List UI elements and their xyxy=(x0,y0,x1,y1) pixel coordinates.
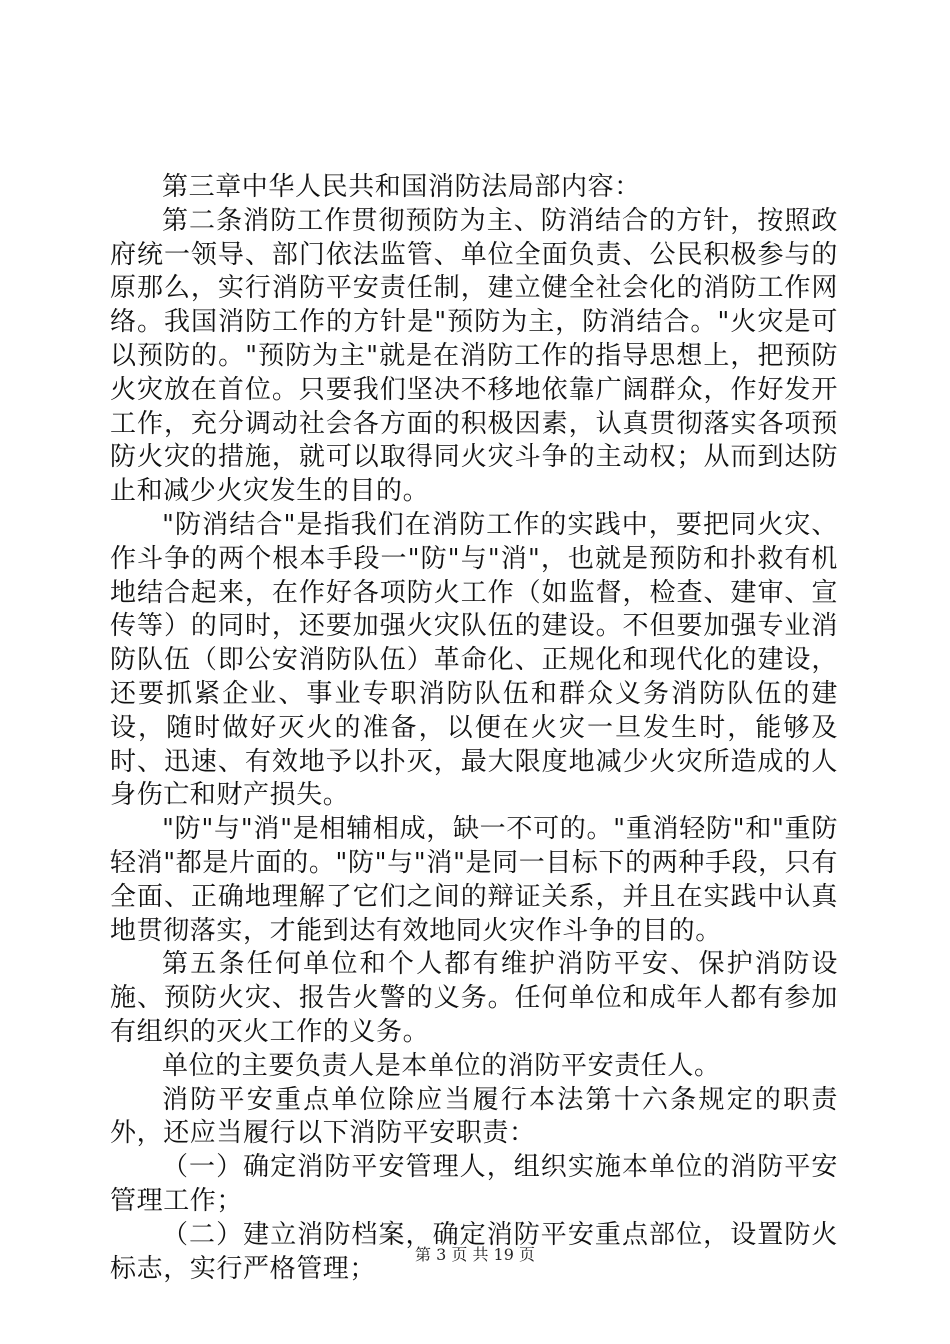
document-body xyxy=(110,171,838,1286)
chapter-heading: 第三章中华人民共和国消防法局部内容： xyxy=(162,172,641,202)
list-item-2: （二）建立消防档案，确定消防平安重点部位，设置防火标志，实行严格管理； xyxy=(110,1219,838,1284)
paragraph-complementary: "防"与"消"是相辅相成，缺一不可的。"重消轻防"和"重防轻消"都是片面的。"防"与"消"是同一目标下的两种手段，只有全面、正确地理解了它们之间的辩证关系，并且在实践中认真地贯彻落实，才能到达有效地同火灾作斗争的目的。 xyxy=(110,814,838,946)
page-number-footer: 第 3 页 共 19 页 xyxy=(415,1245,535,1264)
paragraph-article-5: 第五条任何单位和个人都有维护消防平安、保护消防设施、预防火灾、报告火警的义务。任何单位和成年人都有参加有组织的灭火工作的义务。 xyxy=(110,949,838,1047)
paragraph-prevention-combination: "防消结合"是指我们在消防工作的实践中，要把同火灾、作斗争的两个根本手段一"防"与"消"，也就是预防和扑救有机地结合起来，在作好各项防火工作（如监督，检查、建审、宣传等）的同时，还要加强火灾队伍的建设。不但要加强专业消防队伍（即公安消防队伍）革命化、正规化和现代化的建设，还要抓紧企业、事业专职消防队伍和群众义务消防队伍的建设，随时做好灭火的准备，以便在火灾一旦发生时，能够及时、迅速、有效地予以扑灭，最大限度地减少火灾所造成的人身伤亡和财产损失。 xyxy=(110,509,838,811)
paragraph-key-units: 消防平安重点单位除应当履行本法第十六条规定的职责外，还应当履行以下消防平安职责： xyxy=(110,1084,838,1149)
list-item-1: （一）确定消防平安管理人，组织实施本单位的消防平安管理工作； xyxy=(110,1152,838,1216)
paragraph-article-2: 第二条消防工作贯彻预防为主、防消结合的方针，按照政府统一领导、部门依法监管、单位全面负责、公民积极参与的原那么，实行消防平安责任制，建立健全社会化的消防工作网络。我国消防工作的方针是"预防为主，防消结合。"火灾是可以预防的。"预防为主"就是在消防工作的指导思想上，把预防火灾放在首位。只要我们坚决不移地依靠广阔群众，作好发开工作，充分调动社会各方面的积极因素，认真贯彻落实各项预防火灾的措施，就可以取得同火灾斗争的主动权；从而到达防止和减少火灾发生的目的。 xyxy=(110,205,838,507)
paragraph-responsible-person: 单位的主要负责人是本单位的消防平安责任人。 xyxy=(162,1050,721,1081)
